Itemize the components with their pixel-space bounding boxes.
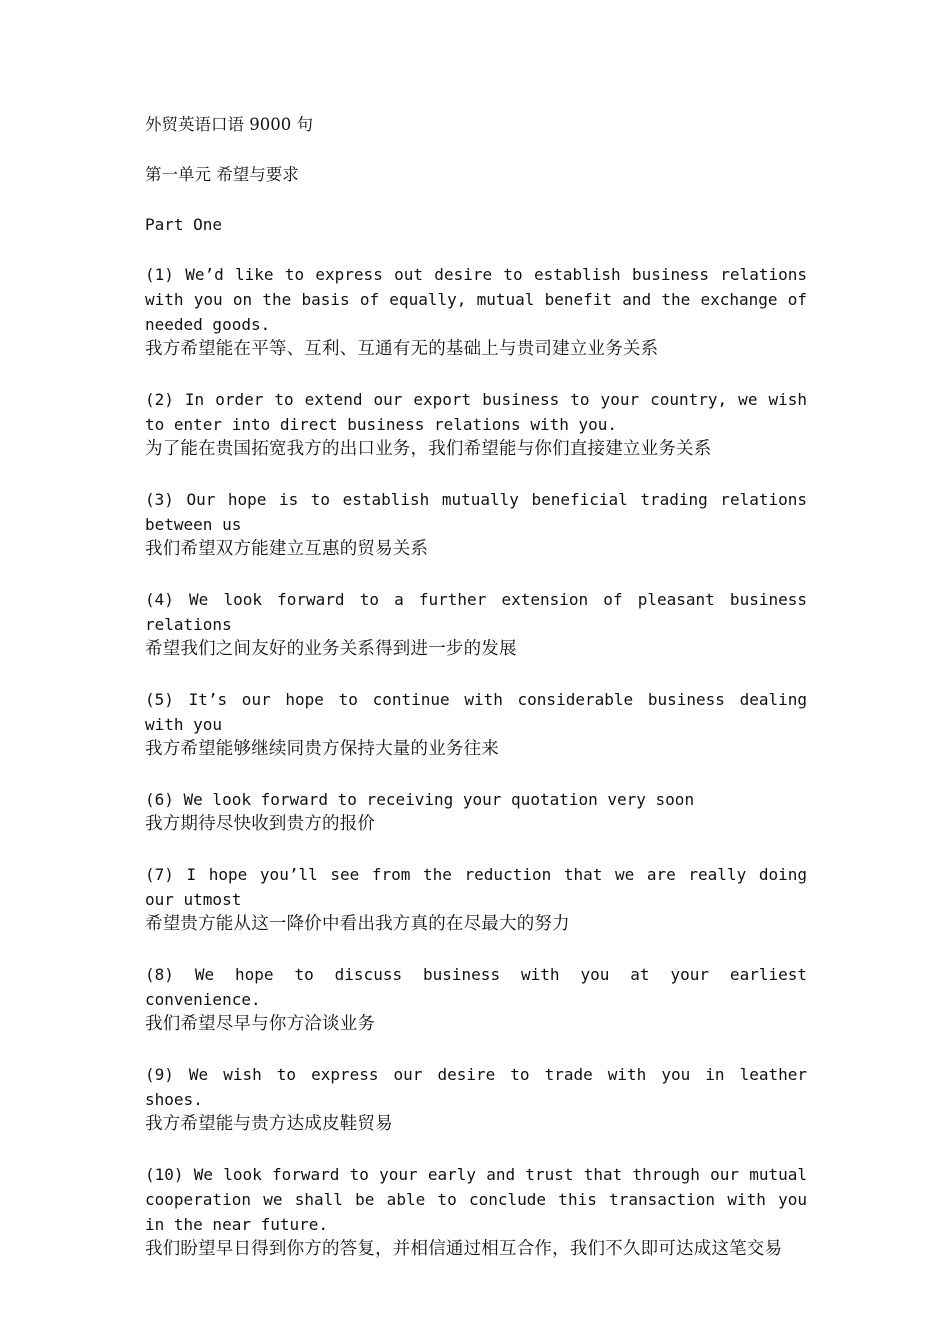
spacer: [145, 1137, 807, 1162]
chinese-translation: 希望贵方能从这一降价中看出我方真的在尽最大的努力: [145, 914, 570, 934]
list-item: [145, 787, 807, 837]
list-item: [145, 387, 807, 462]
list-item: [145, 1062, 807, 1137]
list-item: [145, 1162, 807, 1262]
list-item: [145, 487, 807, 562]
spacer: [145, 362, 807, 387]
chinese-translation: 我方期待尽快收到贵方的报价: [145, 814, 376, 834]
spacer: [145, 237, 807, 262]
english-sentence: (5) It’s our hope to continue with considerable business dealing with you: [145, 690, 807, 734]
spacer: [145, 762, 807, 787]
list-item: [145, 587, 807, 662]
spacer: [145, 462, 807, 487]
english-sentence: (3) Our hope is to establish mutually beneficial trading relations between us: [145, 490, 807, 534]
chinese-translation: 我方希望能够继续同贵方保持大量的业务往来: [145, 739, 499, 759]
english-sentence: (4) We look forward to a further extension of pleasant business relations: [145, 590, 807, 634]
spacer: [145, 937, 807, 962]
english-sentence: (8) We hope to discuss business with you at your earliest convenience.: [145, 965, 807, 1009]
english-sentence: (1) We’d like to express out desire to establish business relations with you on the basis of equally, mutual benefit and the exchange of needed goods.: [145, 265, 807, 334]
chinese-translation: 希望我们之间友好的业务关系得到进一步的发展: [145, 639, 517, 659]
unit-heading: 第一单元 希望与要求: [145, 165, 299, 184]
spacer: [145, 1037, 807, 1062]
english-sentence: (10) We look forward to your early and trust that through our mutual cooperation we shall be able to conclude this transaction with you in the near future.: [145, 1165, 807, 1234]
list-item: [145, 262, 807, 362]
list-item: [145, 962, 807, 1037]
chinese-translation: 我方希望能在平等、互利、互通有无的基础上与贵司建立业务关系: [145, 339, 659, 359]
chinese-translation: 为了能在贵国拓宽我方的出口业务，我们希望能与你们直接建立业务关系: [145, 439, 712, 459]
english-sentence: (6) We look forward to receiving your quotation very soon: [145, 790, 695, 809]
english-sentence: (9) We wish to express our desire to trade with you in leather shoes.: [145, 1065, 807, 1109]
spacer: [145, 662, 807, 687]
english-sentence: (2) In order to extend our export business to your country, we wish to enter into direct business relations with you.: [145, 390, 807, 434]
spacer: [145, 137, 807, 162]
part-heading: Part One: [145, 215, 223, 234]
list-item: [145, 862, 807, 937]
chinese-translation: 我们盼望早日得到你方的答复，并相信通过相互合作，我们不久即可达成这笔交易: [145, 1239, 783, 1259]
list-item: [145, 687, 807, 762]
english-sentence: (7) I hope you’ll see from the reduction that we are really doing our utmost: [145, 865, 807, 909]
spacer: [145, 187, 807, 212]
chinese-translation: 我方希望能与贵方达成皮鞋贸易: [145, 1114, 393, 1134]
chinese-translation: 我们希望尽早与你方洽谈业务: [145, 1014, 376, 1034]
spacer: [145, 562, 807, 587]
document-title: 外贸英语口语 9000 句: [145, 115, 313, 134]
spacer: [145, 837, 807, 862]
chinese-translation: 我们希望双方能建立互惠的贸易关系: [145, 539, 429, 559]
document-page: [145, 112, 807, 1262]
